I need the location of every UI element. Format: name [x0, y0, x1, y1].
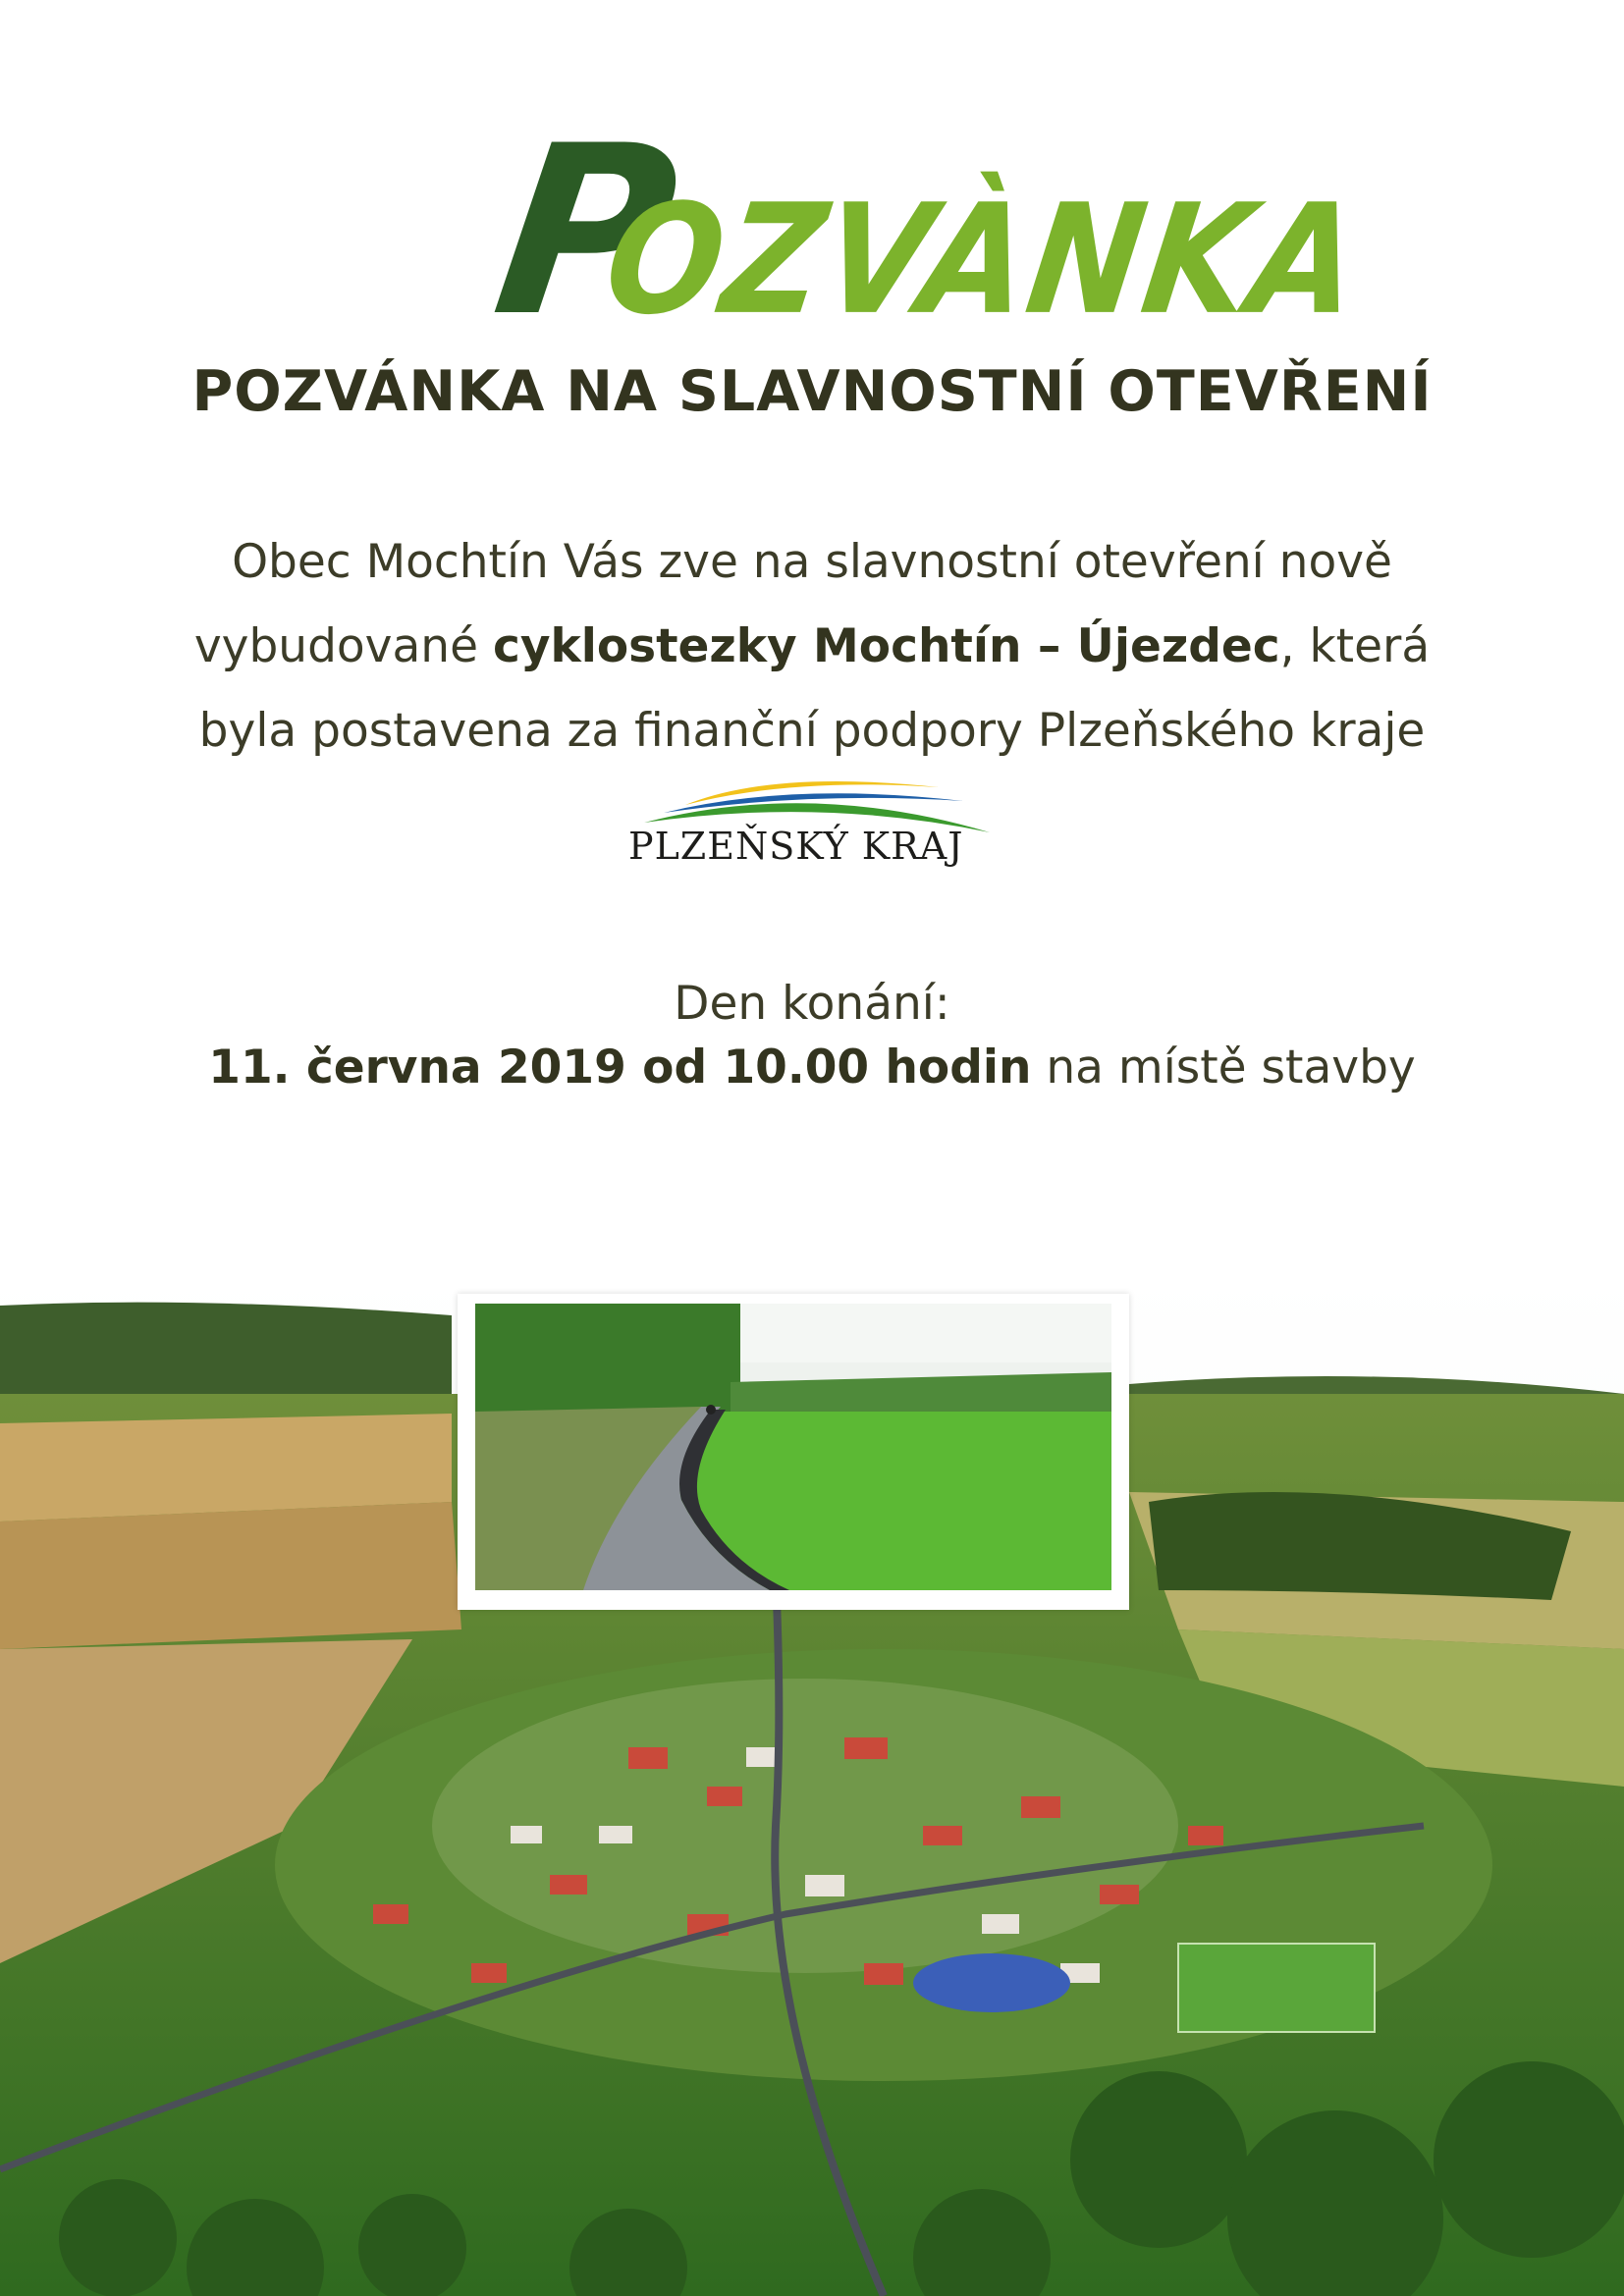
- event-date-label: Den konání:: [674, 977, 950, 1031]
- event-place: na místě stavby: [1031, 1041, 1416, 1095]
- plzensky-kraj-logo: [624, 775, 998, 885]
- intro-highlight: cyklostezky Mochtín – Újezdec: [492, 619, 1280, 673]
- intro-line-3: byla postavena za finanční podpory Plzeňského kraje: [198, 704, 1426, 758]
- intro-line-2-end: , která: [1279, 619, 1431, 673]
- logo-text: PLZEŇSKÝ KRAJ: [628, 825, 964, 868]
- intro-paragraph: [147, 520, 1477, 774]
- page-subtitle: POZVÁNKA NA SLAVNOSTNÍ OTEVŘENÍ: [191, 359, 1433, 424]
- cycle-path-photo-frame: [458, 1294, 1129, 1610]
- title-logotype: [481, 96, 1372, 368]
- intro-line-2-start: vybudované: [193, 619, 493, 673]
- title-text: OZVÀNKA: [595, 171, 1372, 348]
- event-date-time: 11. června 2019 od 10.00 hodin: [208, 1041, 1032, 1095]
- title-initial: P: [481, 96, 691, 368]
- event-date-line: [0, 1041, 1624, 1095]
- intro-line-1: Obec Mochtín Vás zve na slavnostní otevření nově: [232, 535, 1392, 589]
- intro-line-2: [147, 605, 1477, 689]
- cycle-path-photo: [475, 1304, 1111, 1590]
